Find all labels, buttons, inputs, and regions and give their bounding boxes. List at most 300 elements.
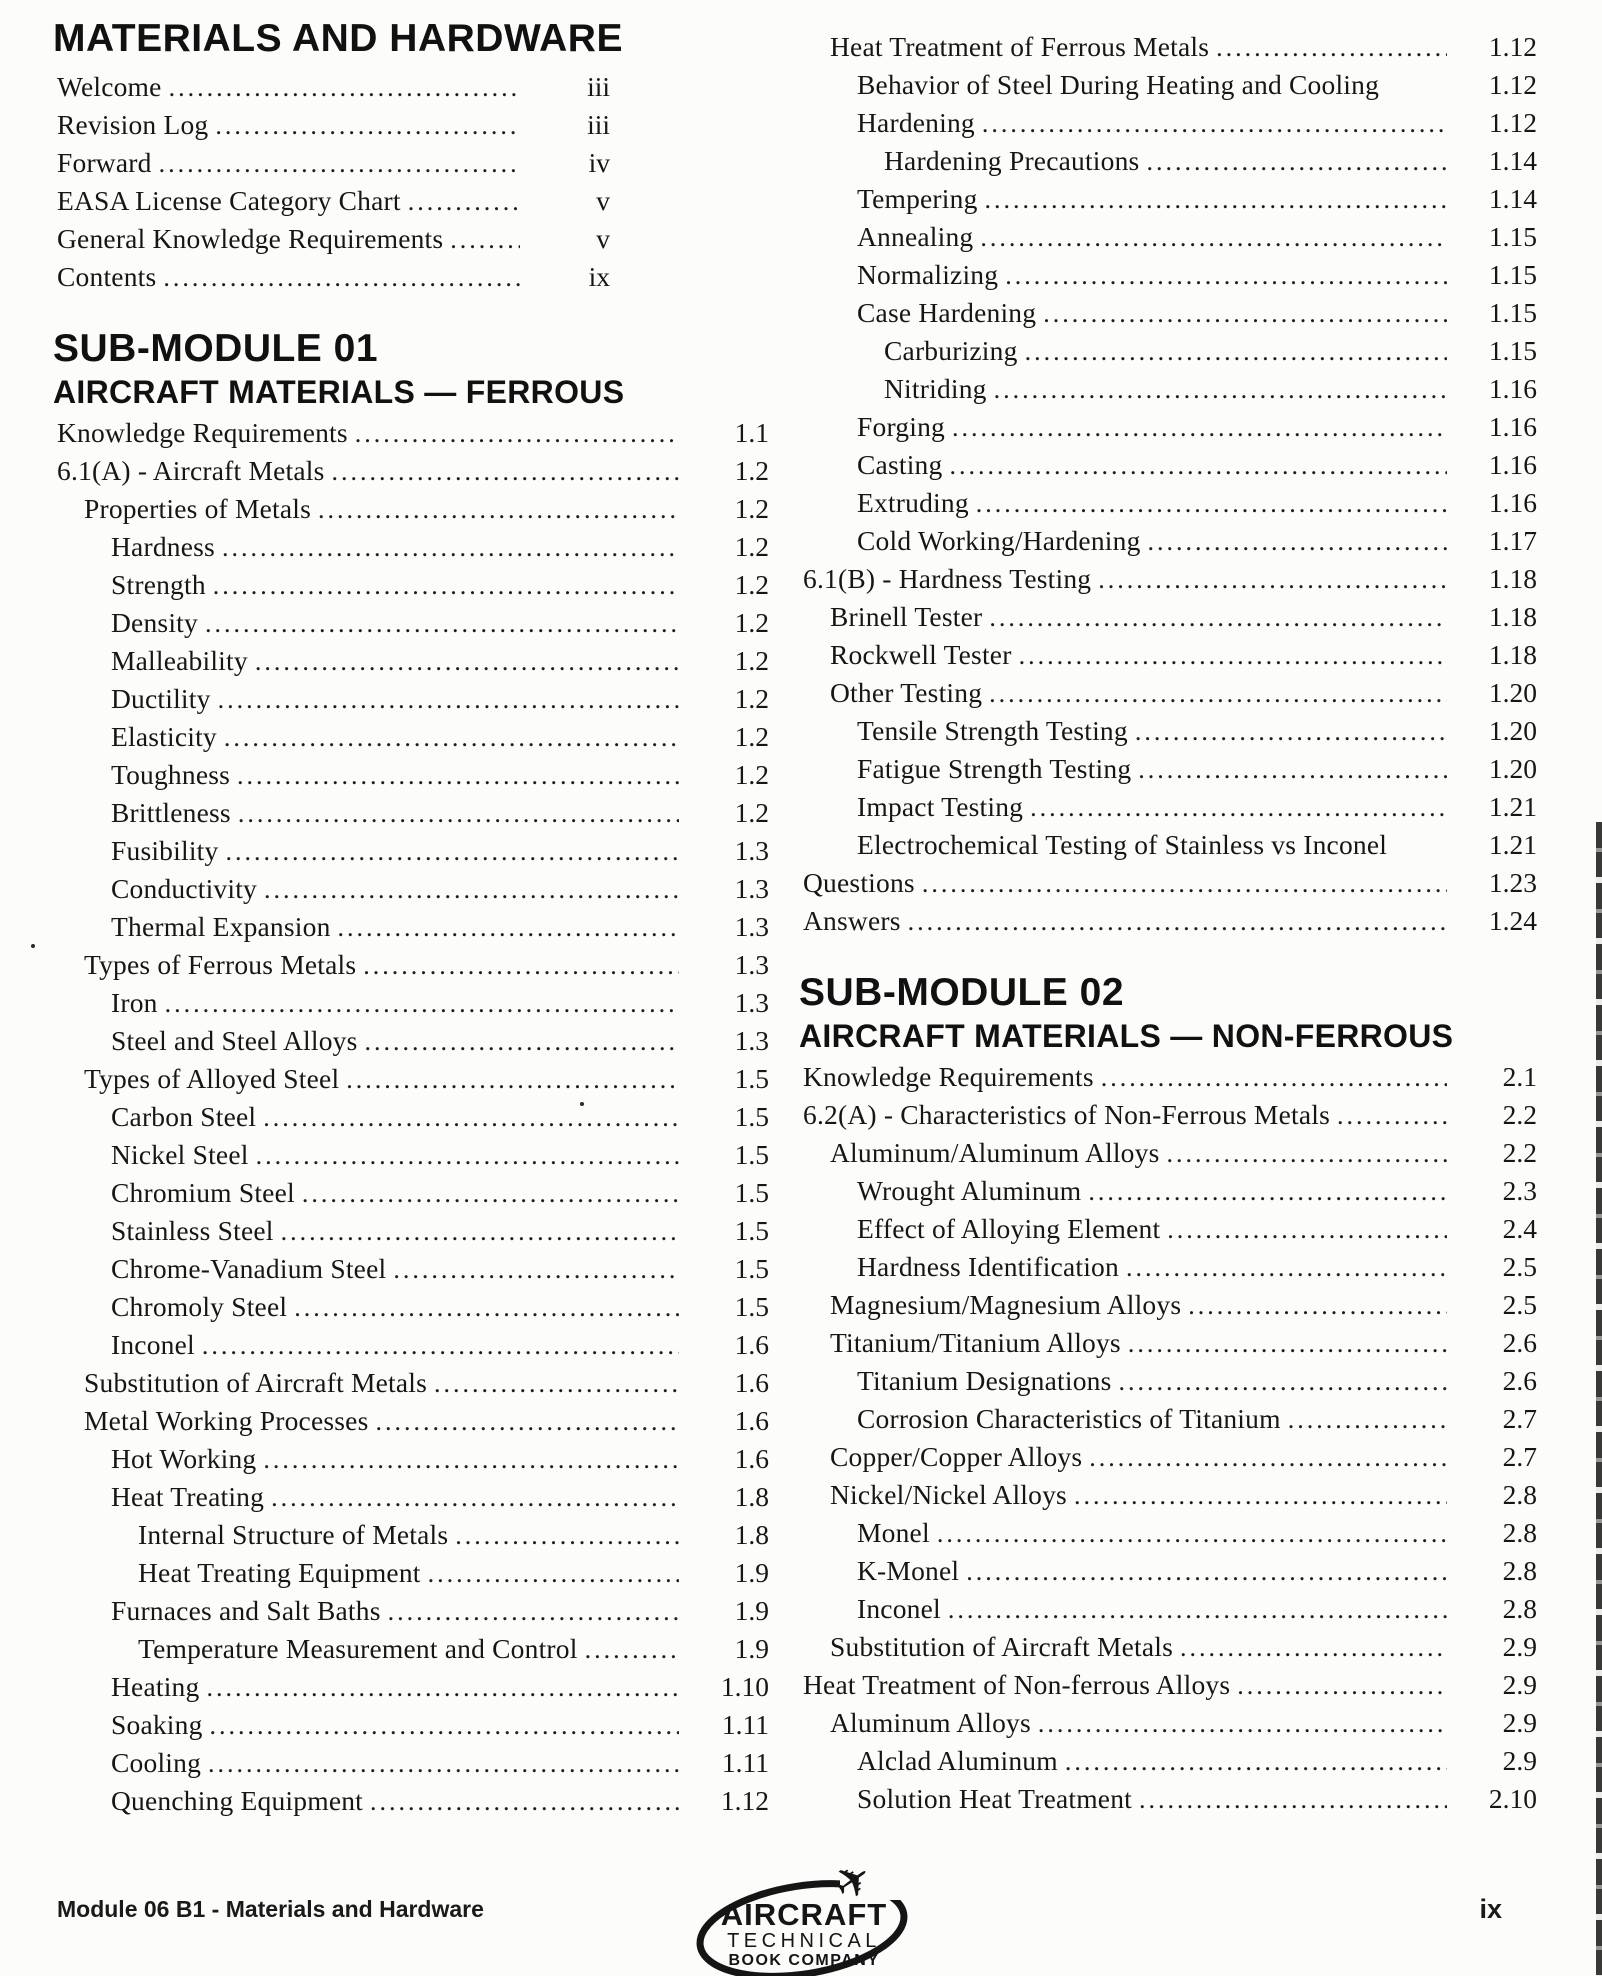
toc-entry-label: Stainless Steel xyxy=(111,1215,274,1246)
toc-entry xyxy=(803,1666,1537,1704)
toc-entry xyxy=(57,1668,769,1706)
toc-entry-label: Solution Heat Treatment xyxy=(857,1783,1133,1814)
toc-entry xyxy=(803,1400,1537,1438)
toc-entry xyxy=(803,484,1537,522)
toc-entry-page: 1.16 xyxy=(1488,411,1537,442)
toc-entry xyxy=(803,522,1537,560)
toc-entry-label: Wrought Aluminum xyxy=(857,1175,1082,1206)
footer-module-label: Module 06 B1 - Materials and Hardware xyxy=(57,1896,484,1922)
toc-entry-label: Types of Alloyed Steel xyxy=(84,1063,340,1094)
toc-entry xyxy=(57,414,769,452)
toc-entry-label: Carburizing xyxy=(884,335,1018,366)
dot-leader xyxy=(966,1553,1447,1591)
toc-entry-page: 1.2 xyxy=(734,797,769,828)
airplane-icon: ✈ xyxy=(823,1858,883,1914)
toc-entry xyxy=(803,1552,1537,1590)
toc-entry-label: Elasticity xyxy=(111,721,217,752)
dot-leader xyxy=(256,1137,679,1175)
dot-leader xyxy=(948,1591,1447,1629)
toc-entry-page: 1.1 xyxy=(734,417,769,448)
toc-entry-label: Annealing xyxy=(857,221,974,252)
toc-entry-page: 1.5 xyxy=(734,1253,769,1284)
toc-entry-page: iv xyxy=(588,147,610,178)
toc-entry-page: 1.6 xyxy=(734,1367,769,1398)
toc-entry-page: iii xyxy=(587,71,610,102)
toc-entry-page: 2.3 xyxy=(1502,1175,1537,1206)
toc-entry-page: 1.6 xyxy=(734,1443,769,1474)
toc-entry xyxy=(57,1326,769,1364)
toc-entry-label: Toughness xyxy=(111,759,231,790)
dot-leader xyxy=(922,865,1447,903)
toc-entry-label: Copper/Copper Alloys xyxy=(830,1441,1083,1472)
toc-entry xyxy=(57,1516,769,1554)
toc-entry-page: 2.5 xyxy=(1502,1289,1537,1320)
toc-entry-label: Knowledge Requirements xyxy=(57,417,348,448)
module-heading xyxy=(53,326,769,412)
toc-entry xyxy=(57,604,769,642)
dot-leader xyxy=(332,453,680,491)
toc-entry xyxy=(57,68,610,106)
toc-entry xyxy=(803,1590,1537,1628)
toc-entry-page: 1.3 xyxy=(734,987,769,1018)
toc-entry-label: Temperature Measurement and Control xyxy=(138,1633,578,1664)
toc-entry-label: Monel xyxy=(857,1517,930,1548)
toc-entry-page: 1.2 xyxy=(734,721,769,752)
toc-entry-page: 1.17 xyxy=(1488,525,1537,556)
dot-leader xyxy=(985,181,1447,219)
toc-entry xyxy=(803,1248,1537,1286)
toc-entry-page: 2.6 xyxy=(1502,1365,1537,1396)
dot-leader xyxy=(1180,1629,1447,1667)
logo-line3: BOOK COMPANY xyxy=(728,1952,880,1969)
toc-entry-page: 1.5 xyxy=(734,1215,769,1246)
toc-entry xyxy=(803,1286,1537,1324)
toc-entry-label: EASA License Category Chart xyxy=(57,185,401,216)
toc-entry xyxy=(803,370,1537,408)
dot-leader xyxy=(1188,1287,1447,1325)
toc-entry-page: 1.5 xyxy=(734,1291,769,1322)
dot-leader xyxy=(1119,1363,1447,1401)
toc-entry-page: 1.21 xyxy=(1488,829,1537,860)
dot-leader xyxy=(937,1515,1447,1553)
dot-leader xyxy=(208,1745,679,1783)
dot-leader xyxy=(210,1707,679,1745)
toc-entry xyxy=(803,864,1537,902)
toc-entry-page: 1.3 xyxy=(734,911,769,942)
toc-entry xyxy=(57,566,769,604)
dot-leader xyxy=(908,903,1447,941)
toc-entry xyxy=(803,66,1537,104)
toc-entry xyxy=(803,218,1537,256)
toc-entry-label: Inconel xyxy=(111,1329,195,1360)
toc-entry-page: iii xyxy=(587,109,610,140)
dot-leader xyxy=(365,1023,679,1061)
dot-leader xyxy=(428,1555,679,1593)
toc-entry xyxy=(803,826,1537,864)
toc-entry-page: 1.15 xyxy=(1488,297,1537,328)
toc-entry-page: 1.9 xyxy=(734,1595,769,1626)
dot-leader xyxy=(1139,1781,1447,1819)
toc-entry xyxy=(57,946,769,984)
toc-entry xyxy=(57,490,769,528)
dot-leader xyxy=(1288,1401,1447,1439)
toc-entry-page: 2.7 xyxy=(1502,1403,1537,1434)
dot-leader xyxy=(237,757,679,795)
toc-entry-label: Heat Treatment of Ferrous Metals xyxy=(830,31,1210,62)
dot-leader xyxy=(218,681,679,719)
page-title: MATERIALS AND HARDWARE xyxy=(53,17,623,60)
toc-entry-page: 1.16 xyxy=(1488,449,1537,480)
toc-entry-label: Heat Treating Equipment xyxy=(138,1557,421,1588)
dot-leader xyxy=(363,947,679,985)
toc-entry xyxy=(803,560,1537,598)
toc-entry-page: 1.6 xyxy=(734,1329,769,1360)
toc-entry xyxy=(57,452,769,490)
toc-entry xyxy=(57,718,769,756)
toc-entry-page: 1.9 xyxy=(734,1557,769,1588)
dot-leader xyxy=(989,675,1447,713)
dot-leader xyxy=(1065,1743,1447,1781)
dot-leader xyxy=(1098,561,1447,599)
toc-entry-page: 2.9 xyxy=(1502,1745,1537,1776)
toc-entry xyxy=(57,1440,769,1478)
toc-entry-group xyxy=(803,1058,1537,1818)
dot-leader xyxy=(202,1327,679,1365)
toc-entry-label: Hardness Identification xyxy=(857,1251,1119,1282)
toc-entry-page: 1.15 xyxy=(1488,259,1537,290)
toc-entry-page: 1.2 xyxy=(734,531,769,562)
toc-entry-page: 1.23 xyxy=(1488,867,1537,898)
toc-entry-page: 1.11 xyxy=(721,1709,769,1740)
toc-entry-page: 1.15 xyxy=(1488,335,1537,366)
dot-leader xyxy=(1088,1173,1447,1211)
toc-entry xyxy=(57,1098,769,1136)
toc-entry-label: Answers xyxy=(803,905,901,936)
dot-leader xyxy=(1038,1705,1447,1743)
toc-entry-label: Tempering xyxy=(857,183,978,214)
toc-entry xyxy=(57,1630,769,1668)
toc-entry-page: 1.20 xyxy=(1488,753,1537,784)
toc-entry-label: Tensile Strength Testing xyxy=(857,715,1128,746)
toc-entry-label: Titanium/Titanium Alloys xyxy=(830,1327,1121,1358)
toc-entry-label: Ductility xyxy=(111,683,211,714)
toc-entry xyxy=(803,1780,1537,1818)
toc-entry-page: 1.18 xyxy=(1488,639,1537,670)
dot-leader xyxy=(1237,1667,1447,1705)
toc-entry-label: Quenching Equipment xyxy=(111,1785,364,1816)
toc-entry xyxy=(803,1324,1537,1362)
toc-entry-group xyxy=(803,28,1537,940)
toc-entry-page: 1.10 xyxy=(720,1671,769,1702)
logo-graphic xyxy=(690,1858,918,1976)
toc-entry-page: 2.5 xyxy=(1502,1251,1537,1282)
toc-entry xyxy=(57,1250,769,1288)
toc-entry-label: Nitriding xyxy=(884,373,987,404)
toc-entry-label: Chrome-Vanadium Steel xyxy=(111,1253,387,1284)
toc-entry-page: 1.16 xyxy=(1488,373,1537,404)
toc-entry-page: 2.6 xyxy=(1502,1327,1537,1358)
toc-entry xyxy=(57,794,769,832)
scan-artifact-edge xyxy=(1596,822,1602,1976)
toc-entry xyxy=(803,750,1537,788)
toc-entry xyxy=(57,1782,769,1820)
dot-leader xyxy=(264,871,679,909)
toc-entry xyxy=(57,1592,769,1630)
toc-entry-label: Behavior of Steel During Heating and Cooling xyxy=(857,69,1380,100)
toc-entry-page: 2.9 xyxy=(1502,1669,1537,1700)
toc-entry xyxy=(803,408,1537,446)
toc-entry-label: Corrosion Characteristics of Titanium xyxy=(857,1403,1281,1434)
toc-entry-label: Carbon Steel xyxy=(111,1101,257,1132)
toc-entry-page: 1.18 xyxy=(1488,601,1537,632)
toc-entry-group xyxy=(57,414,769,1820)
toc-entry-label: Metal Working Processes xyxy=(84,1405,369,1436)
toc-entry-label: Knowledge Requirements xyxy=(803,1061,1094,1092)
dot-leader xyxy=(355,415,679,453)
toc-entry xyxy=(57,1060,769,1098)
toc-entry-label: Fatigue Strength Testing xyxy=(857,753,1132,784)
dot-leader xyxy=(1089,1439,1447,1477)
toc-entry-page: 2.8 xyxy=(1502,1555,1537,1586)
dot-leader xyxy=(388,1593,679,1631)
toc-entry xyxy=(803,28,1537,66)
toc-entry-page: 1.2 xyxy=(734,683,769,714)
dot-leader xyxy=(408,183,520,221)
toc-entry-label: Steel and Steel Alloys xyxy=(111,1025,358,1056)
toc-entry-page: 1.2 xyxy=(734,645,769,676)
dot-leader xyxy=(238,795,679,833)
toc-entry-page: 1.2 xyxy=(734,759,769,790)
toc-entry-page: 1.3 xyxy=(734,1025,769,1056)
toc-entry-label: Internal Structure of Metals xyxy=(138,1519,449,1550)
dot-leader xyxy=(346,1061,679,1099)
toc-entry-page: 1.14 xyxy=(1488,183,1537,214)
dot-leader xyxy=(455,1517,679,1555)
toc-entry-label: Inconel xyxy=(857,1593,941,1624)
dot-leader xyxy=(224,719,679,757)
toc-entry-page: 2.10 xyxy=(1488,1783,1537,1814)
toc-entry-page: 1.9 xyxy=(734,1633,769,1664)
toc-entry-page: v xyxy=(596,185,610,216)
toc-entry-label: K-Monel xyxy=(857,1555,960,1586)
toc-entry-page: 1.12 xyxy=(1488,31,1537,62)
toc-entry-page: 1.5 xyxy=(734,1063,769,1094)
toc-entry-label: Chromoly Steel xyxy=(111,1291,288,1322)
dot-leader xyxy=(338,909,679,947)
toc-entry xyxy=(803,1058,1537,1096)
toc-entry-page: 2.7 xyxy=(1502,1441,1537,1472)
toc-entry-label: Forward xyxy=(57,147,152,178)
toc-entry-label: Hardening Precautions xyxy=(884,145,1140,176)
toc-entry xyxy=(57,528,769,566)
toc-entry-label: Heating xyxy=(111,1671,200,1702)
toc-entry-page: 2.8 xyxy=(1502,1517,1537,1548)
dot-leader xyxy=(225,833,679,871)
toc-entry-page: 1.5 xyxy=(734,1139,769,1170)
logo-line2: TECHNICAL xyxy=(727,1930,881,1952)
toc-entry-page: 2.8 xyxy=(1502,1479,1537,1510)
toc-entry xyxy=(57,1706,769,1744)
toc-entry-page: 2.1 xyxy=(1502,1061,1537,1092)
toc-entry xyxy=(803,1210,1537,1248)
toc-entry-label: Magnesium/Magnesium Alloys xyxy=(830,1289,1182,1320)
toc-entry-label: Chromium Steel xyxy=(111,1177,295,1208)
dot-leader xyxy=(949,447,1447,485)
toc-entry-label: Substitution of Aircraft Metals xyxy=(84,1367,428,1398)
toc-entry xyxy=(803,636,1537,674)
toc-entry-label: Hardness xyxy=(111,531,215,562)
toc-entry xyxy=(803,674,1537,712)
toc-entry xyxy=(803,142,1537,180)
toc-entry xyxy=(57,220,610,258)
toc-entry xyxy=(57,1744,769,1782)
toc-entry-label: Aluminum Alloys xyxy=(830,1707,1031,1738)
module-heading-title: AIRCRAFT MATERIALS — NON-FERROUS xyxy=(799,1018,1454,1054)
toc-entry xyxy=(57,832,769,870)
toc-entry xyxy=(57,908,769,946)
scan-speck xyxy=(31,944,35,948)
toc-right-column xyxy=(799,28,1537,1818)
dot-leader xyxy=(585,1631,679,1669)
dot-leader xyxy=(163,259,520,297)
toc-entry xyxy=(57,680,769,718)
toc-entry-label: Furnaces and Salt Baths xyxy=(111,1595,381,1626)
module-heading-title: AIRCRAFT MATERIALS — FERROUS xyxy=(53,374,625,410)
dot-leader xyxy=(213,567,679,605)
toc-entry-label: Case Hardening xyxy=(857,297,1037,328)
logo-line1: AIRCRAFT xyxy=(720,1897,888,1932)
dot-leader xyxy=(1101,1059,1447,1097)
toc-entry xyxy=(803,712,1537,750)
toc-entry xyxy=(57,756,769,794)
toc-entry-label: Casting xyxy=(857,449,943,480)
toc-entry-label: Impact Testing xyxy=(857,791,1024,822)
toc-entry-label: Brittleness xyxy=(111,797,231,828)
toc-left-column xyxy=(53,16,769,1820)
toc-entry xyxy=(57,1364,769,1402)
dot-leader xyxy=(169,69,520,107)
dot-leader xyxy=(1128,1325,1447,1363)
toc-entry xyxy=(803,1096,1537,1134)
toc-entry-page: 1.3 xyxy=(734,873,769,904)
toc-entry-label: Welcome xyxy=(57,71,162,102)
toc-entry xyxy=(803,256,1537,294)
dot-leader xyxy=(215,107,520,145)
toc-entry-label: Heat Treating xyxy=(111,1481,265,1512)
dot-leader xyxy=(1146,143,1447,181)
dot-leader xyxy=(989,599,1447,637)
dot-leader xyxy=(222,529,679,567)
dot-leader xyxy=(159,145,520,183)
toc-entry xyxy=(57,1288,769,1326)
toc-entry-page: 2.2 xyxy=(1502,1137,1537,1168)
aircraft-technical-book-company-logo xyxy=(690,1858,918,1976)
toc-entry xyxy=(57,182,610,220)
toc-entry-label: Heat Treatment of Non-ferrous Alloys xyxy=(803,1669,1231,1700)
dot-leader xyxy=(271,1479,679,1517)
toc-entry-label: Extruding xyxy=(857,487,969,518)
toc-entry-label: Contents xyxy=(57,261,157,292)
dot-leader xyxy=(1043,295,1447,333)
dot-leader xyxy=(370,1783,679,1821)
dot-leader xyxy=(255,643,679,681)
toc-entry-group xyxy=(57,68,610,296)
dot-leader xyxy=(281,1213,679,1251)
dot-leader xyxy=(434,1365,679,1403)
toc-entry xyxy=(803,1438,1537,1476)
toc-entry xyxy=(803,294,1537,332)
toc-entry xyxy=(803,1172,1537,1210)
toc-entry-page: 2.4 xyxy=(1502,1213,1537,1244)
toc-entry xyxy=(803,902,1537,940)
toc-entry-page: 1.16 xyxy=(1488,487,1537,518)
toc-entry-page: ix xyxy=(588,261,610,292)
toc-entry-page: 1.8 xyxy=(734,1519,769,1550)
toc-entry xyxy=(57,1402,769,1440)
toc-entry-label: Hardening xyxy=(857,107,975,138)
toc-entry-page: 1.2 xyxy=(734,569,769,600)
dot-leader xyxy=(1025,333,1447,371)
toc-entry xyxy=(57,870,769,908)
toc-entry-page: 1.21 xyxy=(1488,791,1537,822)
toc-entry-label: Brinell Tester xyxy=(830,601,983,632)
dot-leader xyxy=(263,1441,679,1479)
toc-entry xyxy=(57,642,769,680)
toc-entry-page: 1.15 xyxy=(1488,221,1537,252)
toc-entry-label: 6.1(B) - Hardness Testing xyxy=(803,563,1092,594)
toc-entry-label: Normalizing xyxy=(857,259,999,290)
toc-entry-label: Questions xyxy=(803,867,915,898)
dot-leader xyxy=(976,485,1447,523)
toc-entry xyxy=(57,144,610,182)
dot-leader xyxy=(318,491,679,529)
toc-entry xyxy=(57,984,769,1022)
toc-entry-label: Types of Ferrous Metals xyxy=(84,949,357,980)
dot-leader xyxy=(206,1669,679,1707)
toc-entry-label: General Knowledge Requirements xyxy=(57,223,444,254)
toc-entry-label: Titanium Designations xyxy=(857,1365,1112,1396)
toc-entry xyxy=(803,1704,1537,1742)
dot-leader xyxy=(1166,1135,1447,1173)
toc-entry-page: 2.2 xyxy=(1502,1099,1537,1130)
toc-entry-page: 1.12 xyxy=(720,1785,769,1816)
toc-entry-page: 1.8 xyxy=(734,1481,769,1512)
toc-entry-page: 1.24 xyxy=(1488,905,1537,936)
toc-entry-page: 1.5 xyxy=(734,1177,769,1208)
toc-entry-page: 1.12 xyxy=(1488,69,1537,100)
toc-entry xyxy=(803,1514,1537,1552)
toc-entry-label: Revision Log xyxy=(57,109,209,140)
toc-entry-label: Cooling xyxy=(111,1747,202,1778)
toc-entry-label: Soaking xyxy=(111,1709,203,1740)
module-heading xyxy=(799,970,1537,1056)
dot-leader xyxy=(450,221,520,259)
dot-leader xyxy=(1074,1477,1447,1515)
toc-entry-label: 6.2(A) - Characteristics of Non-Ferrous Metals xyxy=(803,1099,1330,1130)
dot-leader xyxy=(1138,751,1447,789)
toc-entry xyxy=(803,1134,1537,1172)
toc-entry-label: Rockwell Tester xyxy=(830,639,1012,670)
toc-entry-label: Effect of Alloying Element xyxy=(857,1213,1161,1244)
toc-entry-page: 1.2 xyxy=(734,493,769,524)
toc-entry xyxy=(57,1478,769,1516)
toc-entry xyxy=(57,106,610,144)
dot-leader xyxy=(982,105,1447,143)
toc-entry-page: 2.9 xyxy=(1502,1707,1537,1738)
toc-entry-label: Nickel Steel xyxy=(111,1139,249,1170)
dot-leader xyxy=(302,1175,679,1213)
toc-entry xyxy=(803,104,1537,142)
